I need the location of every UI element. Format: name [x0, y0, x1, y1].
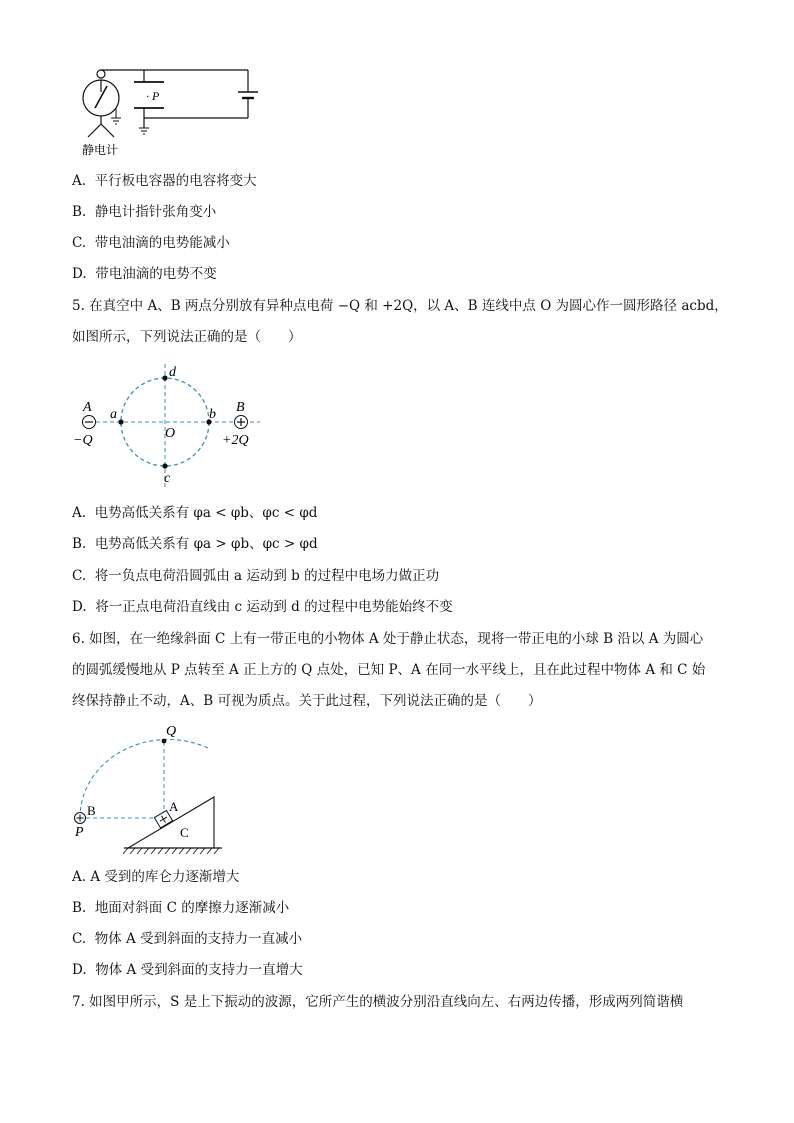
point-a — [118, 419, 123, 424]
electrometer-circuit-figure — [76, 62, 266, 160]
q5-option-c[interactable]: C. 将一负点电荷沿圆弧由 a 运动到 b 的过程中电场力做正功 — [72, 568, 440, 584]
label-Q: Q — [166, 724, 177, 739]
label-c: c — [164, 471, 171, 486]
q5-circle-figure — [72, 356, 268, 492]
point-p-label: · P — [146, 89, 160, 103]
q5-stem-line-1: 5. 在真空中 A、B 两点分别放有异种点电荷 −Q 和 +2Q，以 A、B 连线中点 O 为圆心作一圆形路径 acbd， — [72, 298, 728, 314]
q4-option-c[interactable]: C. 带电油滴的电势能减小 — [72, 235, 230, 251]
label-b: b — [209, 407, 216, 422]
label-P: P — [75, 825, 84, 840]
q4-option-b[interactable]: B. 静电计指针张角变小 — [72, 204, 217, 220]
label-O: O — [165, 426, 176, 441]
label-d: d — [169, 365, 176, 380]
q6-incline-figure — [72, 720, 232, 858]
electrometer-knob — [97, 70, 105, 78]
label-B: B — [236, 400, 245, 415]
label-a: a — [110, 407, 117, 422]
q6-option-c[interactable]: C. 物体 A 受到斜面的支持力一直减小 — [72, 931, 303, 947]
point-d — [162, 375, 167, 380]
q6-stem-line-2: 的圆弧缓慢地从 P 点转至 A 正上方的 Q 点处，已知 P、A 在同一水平线上，且在此过程中物体 A 和 C 始 — [72, 662, 706, 678]
q6-stem-line-1: 6. 如图，在一绝缘斜面 C 上有一带正电的小物体 A 处于静止状态，现将一带正电的小球 B 沿以 A 为圆心 — [72, 631, 704, 647]
label-A: A — [169, 799, 179, 814]
charge-A-value: −Q — [73, 433, 93, 448]
q5-option-d[interactable]: D. 将一正点电荷沿直线由 c 运动到 d 的过程中电势能始终不变 — [72, 599, 453, 615]
q4-option-a[interactable]: A. 平行板电容器的电容将变大 — [72, 173, 257, 189]
electrometer-caption: 静电计 — [82, 143, 119, 157]
arc-path — [80, 739, 208, 818]
label-A: A — [83, 400, 92, 415]
q5-option-b[interactable]: B. 电势高低关系有 φa > φb、φc > φd — [72, 536, 318, 552]
label-C: C — [180, 825, 189, 840]
q6-option-b[interactable]: B. 地面对斜面 C 的摩擦力逐渐减小 — [72, 900, 290, 916]
q6-stem-line-3: 终保持静止不动，A、B 可视为质点。关于此过程，下列说法正确的是（ ） — [72, 693, 542, 709]
point-c — [162, 463, 167, 468]
q5-stem-line-2: 如图所示，下列说法正确的是（ ） — [72, 329, 302, 345]
q7-stem-line-1: 7. 如图甲所示，S 是上下振动的波源，它所产生的横波分别沿直线向左、右两边传播，形成两列简谐横 — [72, 994, 684, 1010]
q6-option-d[interactable]: D. 物体 A 受到斜面的支持力一直增大 — [72, 962, 303, 978]
q6-option-a[interactable]: A. A 受到的库仑力逐渐增大 — [72, 869, 240, 885]
q4-option-d[interactable]: D. 带电油滴的电势不变 — [72, 266, 217, 282]
label-B: B — [87, 803, 96, 818]
q5-option-a[interactable]: A. 电势高低关系有 φa < φb、φc < φd — [72, 505, 318, 521]
point-q — [162, 739, 167, 744]
charge-B-value: +2Q — [222, 433, 249, 448]
